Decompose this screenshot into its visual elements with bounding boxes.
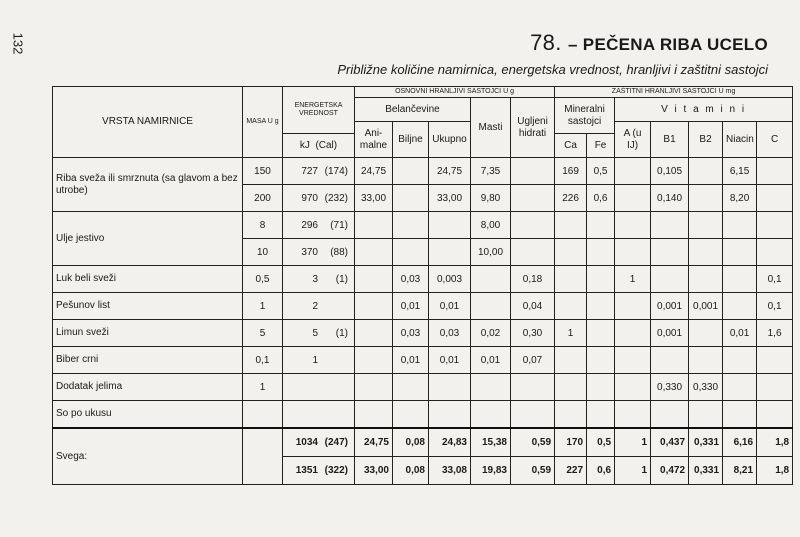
value-ca: 1: [555, 320, 587, 347]
value-b1: 0,330: [651, 374, 689, 401]
energy-cell: [283, 347, 355, 374]
food-name: So po ukusu: [53, 401, 243, 429]
value-uk: 0,03: [429, 320, 471, 347]
total-niacin: 6,16: [723, 428, 757, 457]
value-niacin: [723, 239, 757, 266]
energy-kj: 1: [312, 354, 318, 366]
mass-cell: 10: [243, 239, 283, 266]
value-ugh: [511, 185, 555, 212]
table-row: [53, 212, 793, 239]
energy-cal: (247): [324, 437, 348, 449]
value-masti: 10,00: [471, 239, 511, 266]
energy-kj: 3: [312, 273, 318, 285]
nutrition-table: [52, 86, 793, 485]
value-ugh: [511, 158, 555, 185]
header-fe: Fe: [587, 134, 615, 158]
value-fe: [587, 266, 615, 293]
energy-kj: 370: [301, 246, 318, 258]
value-anim: [355, 320, 393, 347]
table-row: [53, 320, 793, 347]
energy-kj: 1351: [295, 465, 318, 477]
energy-cell: [283, 185, 355, 212]
value-ca: [555, 239, 587, 266]
table-row: [53, 401, 793, 429]
header-mineralni: Mineralni sastojci: [555, 98, 615, 134]
header-ca: Ca: [555, 134, 587, 158]
totals-mass-empty: [243, 428, 283, 485]
value-uk: 0,01: [429, 293, 471, 320]
header-masti: Masti: [471, 98, 511, 158]
value-b1: [651, 239, 689, 266]
value-fe: [587, 212, 615, 239]
energy-cal: (1): [335, 273, 348, 285]
value-c: [757, 185, 793, 212]
value-bilj: 0,03: [393, 320, 429, 347]
recipe-title: [530, 30, 768, 56]
value-b1: 0,105: [651, 158, 689, 185]
energy-kj: 2: [312, 300, 318, 312]
value-c: [757, 374, 793, 401]
header-energetska: ENERGETSKA VREDNOST: [283, 87, 355, 134]
value-masti: 8,00: [471, 212, 511, 239]
total-bilj: 0,08: [393, 428, 429, 457]
total-uk: 24,83: [429, 428, 471, 457]
value-ca: [555, 212, 587, 239]
table-subtitle: Približne količine namirnica, energetska vrednost, hranljivi i zaštitni sastojci: [337, 62, 768, 77]
total-masti: 19,83: [471, 457, 511, 485]
value-c: 0,1: [757, 266, 793, 293]
value-b2: [689, 266, 723, 293]
energy-cell: [283, 293, 355, 320]
energy-cell: [283, 320, 355, 347]
total-masti: 15,38: [471, 428, 511, 457]
value-uk: 33,00: [429, 185, 471, 212]
total-fe: 0,5: [587, 428, 615, 457]
total-bilj: 0,08: [393, 457, 429, 485]
total-a: 1: [615, 428, 651, 457]
header-b2: B2: [689, 122, 723, 158]
energy-cell: [283, 374, 355, 401]
value-a: [615, 212, 651, 239]
total-anim: 33,00: [355, 457, 393, 485]
value-b2: 0,001: [689, 293, 723, 320]
value-fe: [587, 239, 615, 266]
value-c: [757, 239, 793, 266]
value-c: 0,1: [757, 293, 793, 320]
energy-cal: (1): [335, 327, 348, 339]
value-fe: [587, 293, 615, 320]
value-ca: [555, 266, 587, 293]
value-bilj: [393, 185, 429, 212]
value-anim: [355, 239, 393, 266]
value-bilj: [393, 212, 429, 239]
mass-cell: 8: [243, 212, 283, 239]
total-anim: 24,75: [355, 428, 393, 457]
totals-row: [53, 428, 793, 457]
value-b2: [689, 185, 723, 212]
value-niacin: 0,01: [723, 320, 757, 347]
value-c: [757, 347, 793, 374]
value-bilj: 0,01: [393, 347, 429, 374]
value-a: [615, 374, 651, 401]
value-fe: 0,6: [587, 185, 615, 212]
value-anim: 33,00: [355, 185, 393, 212]
value-niacin: [723, 347, 757, 374]
energy-cell: [283, 457, 355, 485]
value-bilj: [393, 374, 429, 401]
value-niacin: [723, 401, 757, 429]
food-name: Limun sveži: [53, 320, 243, 347]
value-masti: [471, 374, 511, 401]
value-anim: [355, 266, 393, 293]
value-anim: [355, 374, 393, 401]
value-b2: 0,330: [689, 374, 723, 401]
mass-cell: 0,5: [243, 266, 283, 293]
energy-cell: [283, 428, 355, 457]
value-bilj: [393, 158, 429, 185]
value-bilj: 0,03: [393, 266, 429, 293]
value-b2: [689, 239, 723, 266]
value-masti: [471, 293, 511, 320]
page-number: 132: [10, 32, 26, 55]
value-ugh: 0,18: [511, 266, 555, 293]
total-c: 1,8: [757, 457, 793, 485]
value-anim: [355, 401, 393, 429]
value-b1: 0,001: [651, 320, 689, 347]
header-vitamini: V i t a m i n i: [615, 98, 793, 122]
value-b2: [689, 320, 723, 347]
value-a: [615, 401, 651, 429]
value-ca: [555, 374, 587, 401]
energy-kj: 1034: [295, 437, 318, 449]
table-row: [53, 158, 793, 185]
total-c: 1,8: [757, 428, 793, 457]
value-ugh: 0,07: [511, 347, 555, 374]
value-b1: [651, 401, 689, 429]
recipe-number: 78.: [530, 30, 562, 55]
energy-cell: [283, 239, 355, 266]
value-uk: [429, 239, 471, 266]
food-name: Dodatak jelima: [53, 374, 243, 401]
value-a: 1: [615, 266, 651, 293]
totals-label: Svega:: [53, 428, 243, 485]
total-ugh: 0,59: [511, 457, 555, 485]
value-ugh: 0,04: [511, 293, 555, 320]
value-masti: [471, 401, 511, 429]
header-vit-a: A (u IJ): [615, 122, 651, 158]
total-fe: 0,6: [587, 457, 615, 485]
value-uk: 0,003: [429, 266, 471, 293]
value-niacin: [723, 374, 757, 401]
header-cal: (Cal): [315, 139, 338, 151]
header-vrsta: VRSTA NAMIRNICE: [53, 87, 243, 158]
value-a: [615, 239, 651, 266]
table-row: [53, 347, 793, 374]
value-anim: [355, 212, 393, 239]
total-b1: 0,472: [651, 457, 689, 485]
value-b1: [651, 347, 689, 374]
value-a: [615, 158, 651, 185]
header-belancevine: Belančevine: [355, 98, 471, 122]
value-a: [615, 293, 651, 320]
value-fe: [587, 374, 615, 401]
header-animalne: Ani- malne: [355, 122, 393, 158]
energy-kj: 970: [301, 192, 318, 204]
total-ca: 227: [555, 457, 587, 485]
mass-cell: 0,1: [243, 347, 283, 374]
value-a: [615, 320, 651, 347]
food-name: Biber crni: [53, 347, 243, 374]
value-anim: 24,75: [355, 158, 393, 185]
total-ugh: 0,59: [511, 428, 555, 457]
value-bilj: [393, 401, 429, 429]
total-uk: 33,08: [429, 457, 471, 485]
energy-cell: [283, 158, 355, 185]
energy-cell: [283, 401, 355, 429]
value-masti: 0,02: [471, 320, 511, 347]
value-fe: [587, 320, 615, 347]
header-ukupno: Ukupno: [429, 122, 471, 158]
value-masti: 9,80: [471, 185, 511, 212]
mass-cell: 200: [243, 185, 283, 212]
value-a: [615, 347, 651, 374]
value-bilj: [393, 239, 429, 266]
energy-cell: [283, 212, 355, 239]
energy-kj: 296: [301, 219, 318, 231]
value-masti: 0,01: [471, 347, 511, 374]
header-kj: kJ: [299, 139, 310, 151]
energy-kj: 5: [312, 327, 318, 339]
mass-cell: 1: [243, 374, 283, 401]
total-niacin: 8,21: [723, 457, 757, 485]
header-osnovni: OSNOVNI HRANLJIVI SASTOJCI U g: [355, 87, 555, 98]
value-ca: [555, 347, 587, 374]
value-bilj: 0,01: [393, 293, 429, 320]
value-ugh: [511, 239, 555, 266]
header-zastitni: ZAŠTITNI HRANLJIVI SASTOJCI U mg: [555, 87, 793, 98]
value-uk: 24,75: [429, 158, 471, 185]
value-c: 1,6: [757, 320, 793, 347]
value-ugh: [511, 401, 555, 429]
mass-cell: [243, 401, 283, 429]
value-b2: [689, 401, 723, 429]
value-b1: 0,140: [651, 185, 689, 212]
value-niacin: 6,15: [723, 158, 757, 185]
total-b1: 0,437: [651, 428, 689, 457]
value-a: [615, 185, 651, 212]
energy-cal: (232): [324, 192, 348, 204]
header-niacin: Niacin: [723, 122, 757, 158]
value-fe: [587, 347, 615, 374]
value-ugh: [511, 374, 555, 401]
total-b2: 0,331: [689, 428, 723, 457]
header-kj-cal: [283, 134, 355, 158]
header-masa: MASA U g: [243, 87, 283, 158]
value-niacin: [723, 293, 757, 320]
value-b1: [651, 212, 689, 239]
value-ugh: [511, 212, 555, 239]
value-anim: [355, 347, 393, 374]
value-ca: [555, 293, 587, 320]
value-uk: [429, 401, 471, 429]
header-biljne: Biljne: [393, 122, 429, 158]
value-ca: 169: [555, 158, 587, 185]
value-uk: [429, 212, 471, 239]
value-masti: 7,35: [471, 158, 511, 185]
header-ugljeni: Ugljeni hidrati: [511, 98, 555, 158]
value-ugh: 0,30: [511, 320, 555, 347]
total-b2: 0,331: [689, 457, 723, 485]
mass-cell: 5: [243, 320, 283, 347]
value-c: [757, 158, 793, 185]
food-name: Ulje jestivo: [53, 212, 243, 266]
energy-cal: (174): [324, 165, 348, 177]
value-niacin: [723, 212, 757, 239]
energy-cal: (88): [330, 246, 348, 258]
table-row: [53, 266, 793, 293]
energy-cal: (71): [330, 219, 348, 231]
value-anim: [355, 293, 393, 320]
value-ca: 226: [555, 185, 587, 212]
food-name: Pešunov list: [53, 293, 243, 320]
value-niacin: [723, 266, 757, 293]
value-uk: 0,01: [429, 347, 471, 374]
value-c: [757, 212, 793, 239]
value-fe: [587, 401, 615, 429]
value-niacin: 8,20: [723, 185, 757, 212]
total-ca: 170: [555, 428, 587, 457]
food-name: Riba sveža ili smrznuta (sa glavom a bez utrobe): [53, 158, 243, 212]
food-name: Luk beli sveži: [53, 266, 243, 293]
value-b2: [689, 212, 723, 239]
energy-cal: (322): [324, 465, 348, 477]
table-row: [53, 293, 793, 320]
header-b1: B1: [651, 122, 689, 158]
value-b1: [651, 266, 689, 293]
value-b2: [689, 347, 723, 374]
value-b2: [689, 158, 723, 185]
energy-cell: [283, 266, 355, 293]
value-masti: [471, 266, 511, 293]
header-c: C: [757, 122, 793, 158]
value-ca: [555, 401, 587, 429]
value-uk: [429, 374, 471, 401]
value-b1: 0,001: [651, 293, 689, 320]
total-a: 1: [615, 457, 651, 485]
recipe-name: – PEČENA RIBA UCELO: [568, 35, 768, 54]
mass-cell: 1: [243, 293, 283, 320]
mass-cell: 150: [243, 158, 283, 185]
value-c: [757, 401, 793, 429]
value-fe: 0,5: [587, 158, 615, 185]
table-row: [53, 374, 793, 401]
energy-kj: 727: [301, 165, 318, 177]
